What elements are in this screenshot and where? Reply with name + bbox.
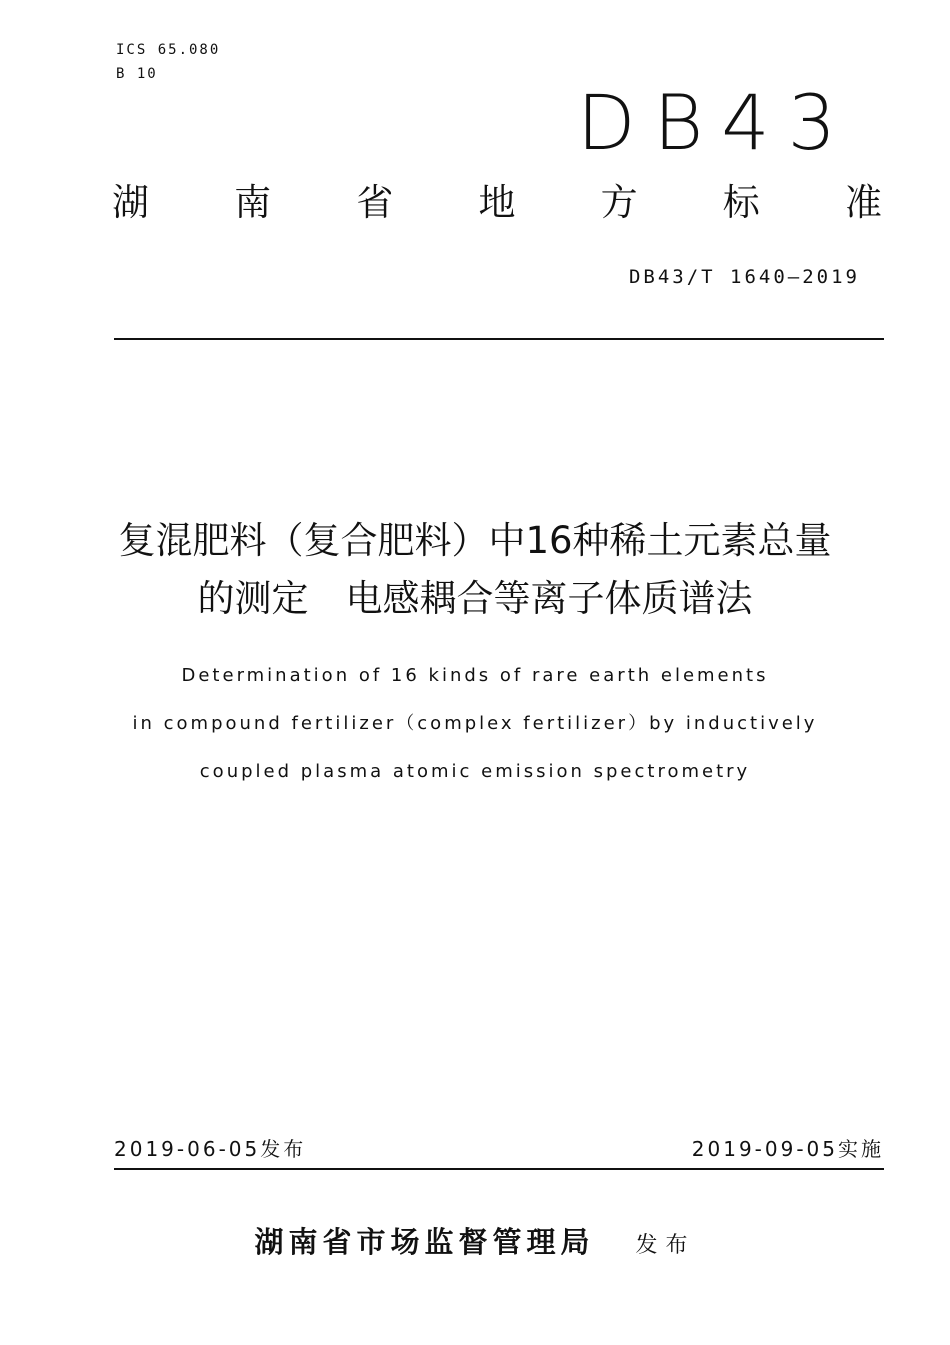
title-chinese (0, 512, 950, 628)
standard-type-char: 方 (600, 181, 638, 224)
top-divider (114, 338, 884, 340)
bottom-divider (114, 1168, 884, 1170)
standard-type-char: 南 (234, 181, 272, 224)
standard-type-char: 标 (722, 181, 760, 224)
title-cn-line-2: 的测定 电感耦合等离子体质谱法 (197, 577, 753, 620)
standard-type-char: 湖 (112, 181, 149, 224)
db-logo: DB43 (577, 78, 854, 167)
title-en-line-1: Determination of 16 kinds of rare earth elements (181, 665, 769, 686)
issuer-name: 湖南省市场监督管理局 (254, 1225, 595, 1259)
title-cn-line-1: 复混肥料（复合肥料）中16种稀土元素总量 (118, 519, 832, 562)
issuer-block (0, 1220, 950, 1261)
standard-type (112, 178, 882, 228)
classification-codes (116, 38, 220, 86)
issue-date: 2019-06-05发布 (114, 1137, 307, 1161)
standard-type-char: 准 (844, 181, 882, 224)
ics-code: ICS 65.080 (116, 42, 221, 58)
title-english (0, 652, 950, 796)
title-en-line-3: coupled plasma atomic emission spectrometry (199, 761, 751, 782)
class-code: B 10 (116, 66, 158, 82)
standard-type-char: 省 (356, 181, 394, 224)
implementation-date: 2019-09-05实施 (691, 1137, 884, 1161)
standard-number: DB43/T 1640—2019 (628, 266, 860, 288)
title-en-line-2: in compound fertilizer（complex fertilizer）by inductively (132, 713, 818, 734)
issuer-verb: 发布 (635, 1233, 696, 1258)
standard-type-char: 地 (478, 181, 516, 224)
